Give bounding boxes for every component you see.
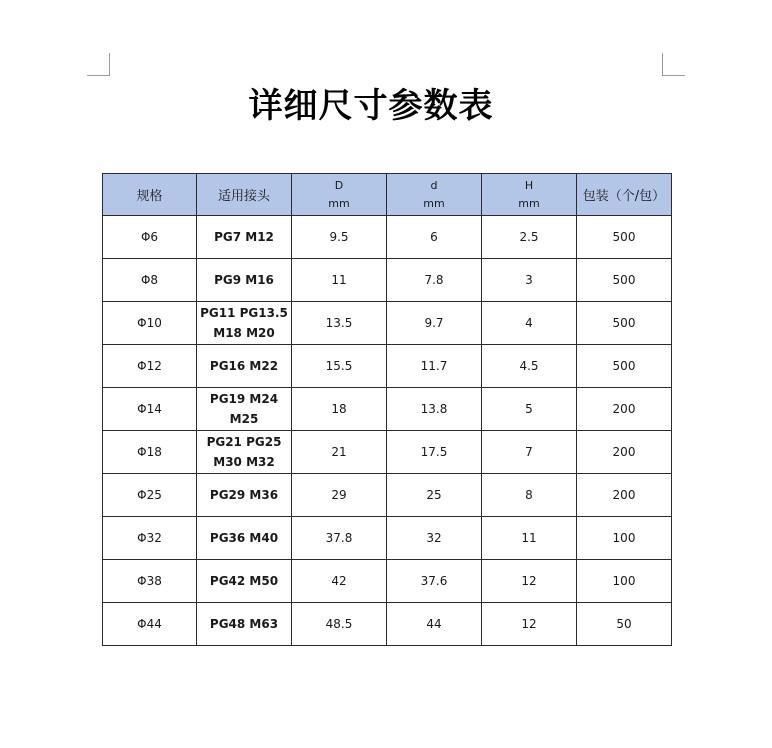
header-H-label: H — [524, 178, 534, 192]
header-D-label: D — [334, 178, 344, 192]
table-row — [103, 302, 672, 345]
cell-spec: Φ14 — [103, 388, 197, 431]
table-row — [103, 431, 672, 474]
header-D-unit: mm — [328, 196, 350, 210]
cell-H: 11 — [482, 517, 577, 560]
table-row — [103, 345, 672, 388]
cell-D: 42 — [292, 560, 387, 603]
page-corner-mark-left — [87, 53, 110, 76]
cell-H: 7 — [482, 431, 577, 474]
cell-package: 50 — [577, 603, 672, 646]
cell-d: 11.7 — [387, 345, 482, 388]
cell-spec: Φ38 — [103, 560, 197, 603]
cell-connector: PG48 M63 — [197, 603, 292, 646]
cell-connector: PG16 M22 — [197, 345, 292, 388]
cell-d: 9.7 — [387, 302, 482, 345]
table-row — [103, 560, 672, 603]
cell-d: 7.8 — [387, 259, 482, 302]
cell-d: 6 — [387, 216, 482, 259]
cell-D: 9.5 — [292, 216, 387, 259]
cell-H: 12 — [482, 603, 577, 646]
cell-D: 21 — [292, 431, 387, 474]
cell-connector: PG11 PG13.5 M18 M20 — [197, 302, 292, 345]
cell-connector: PG42 M50 — [197, 560, 292, 603]
cell-H: 4.5 — [482, 345, 577, 388]
cell-D: 48.5 — [292, 603, 387, 646]
cell-spec: Φ12 — [103, 345, 197, 388]
cell-spec: Φ18 — [103, 431, 197, 474]
table-row — [103, 388, 672, 431]
cell-d: 32 — [387, 517, 482, 560]
table-row — [103, 474, 672, 517]
cell-D: 37.8 — [292, 517, 387, 560]
cell-package: 100 — [577, 560, 672, 603]
cell-connector: PG36 M40 — [197, 517, 292, 560]
cell-D: 15.5 — [292, 345, 387, 388]
cell-package: 100 — [577, 517, 672, 560]
cell-connector: PG29 M36 — [197, 474, 292, 517]
cell-d: 13.8 — [387, 388, 482, 431]
header-d-label: d — [430, 178, 438, 192]
cell-d: 25 — [387, 474, 482, 517]
cell-connector: PG21 PG25 M30 M32 — [197, 431, 292, 474]
table-header-row — [103, 174, 672, 216]
cell-spec: Φ25 — [103, 474, 197, 517]
cell-connector: PG9 M16 — [197, 259, 292, 302]
spec-table — [102, 173, 672, 646]
cell-spec: Φ10 — [103, 302, 197, 345]
cell-package: 500 — [577, 302, 672, 345]
cell-H: 12 — [482, 560, 577, 603]
cell-spec: Φ6 — [103, 216, 197, 259]
document-title: 详细尺寸参数表 — [248, 86, 494, 126]
cell-H: 5 — [482, 388, 577, 431]
header-package: 包装（个/包） — [577, 174, 672, 216]
table-row — [103, 517, 672, 560]
table-row — [103, 603, 672, 646]
cell-D: 18 — [292, 388, 387, 431]
header-outer-diameter — [292, 174, 387, 216]
cell-H: 8 — [482, 474, 577, 517]
cell-spec: Φ8 — [103, 259, 197, 302]
cell-H: 2.5 — [482, 216, 577, 259]
page-corner-mark-right — [662, 53, 685, 76]
cell-package: 500 — [577, 345, 672, 388]
header-inner-diameter — [387, 174, 482, 216]
cell-spec: Φ32 — [103, 517, 197, 560]
cell-package: 200 — [577, 474, 672, 517]
table-row — [103, 216, 672, 259]
cell-package: 500 — [577, 216, 672, 259]
cell-D: 13.5 — [292, 302, 387, 345]
cell-H: 3 — [482, 259, 577, 302]
cell-D: 11 — [292, 259, 387, 302]
header-H-unit: mm — [518, 196, 540, 210]
header-connector: 适用接头 — [197, 174, 292, 216]
cell-package: 200 — [577, 388, 672, 431]
cell-H: 4 — [482, 302, 577, 345]
header-height — [482, 174, 577, 216]
cell-d: 37.6 — [387, 560, 482, 603]
header-spec: 规格 — [103, 174, 197, 216]
header-d-unit: mm — [423, 196, 445, 210]
cell-d: 17.5 — [387, 431, 482, 474]
cell-package: 500 — [577, 259, 672, 302]
cell-spec: Φ44 — [103, 603, 197, 646]
cell-connector: PG19 M24 M25 — [197, 388, 292, 431]
table-row — [103, 259, 672, 302]
cell-D: 29 — [292, 474, 387, 517]
cell-d: 44 — [387, 603, 482, 646]
cell-connector: PG7 M12 — [197, 216, 292, 259]
cell-package: 200 — [577, 431, 672, 474]
